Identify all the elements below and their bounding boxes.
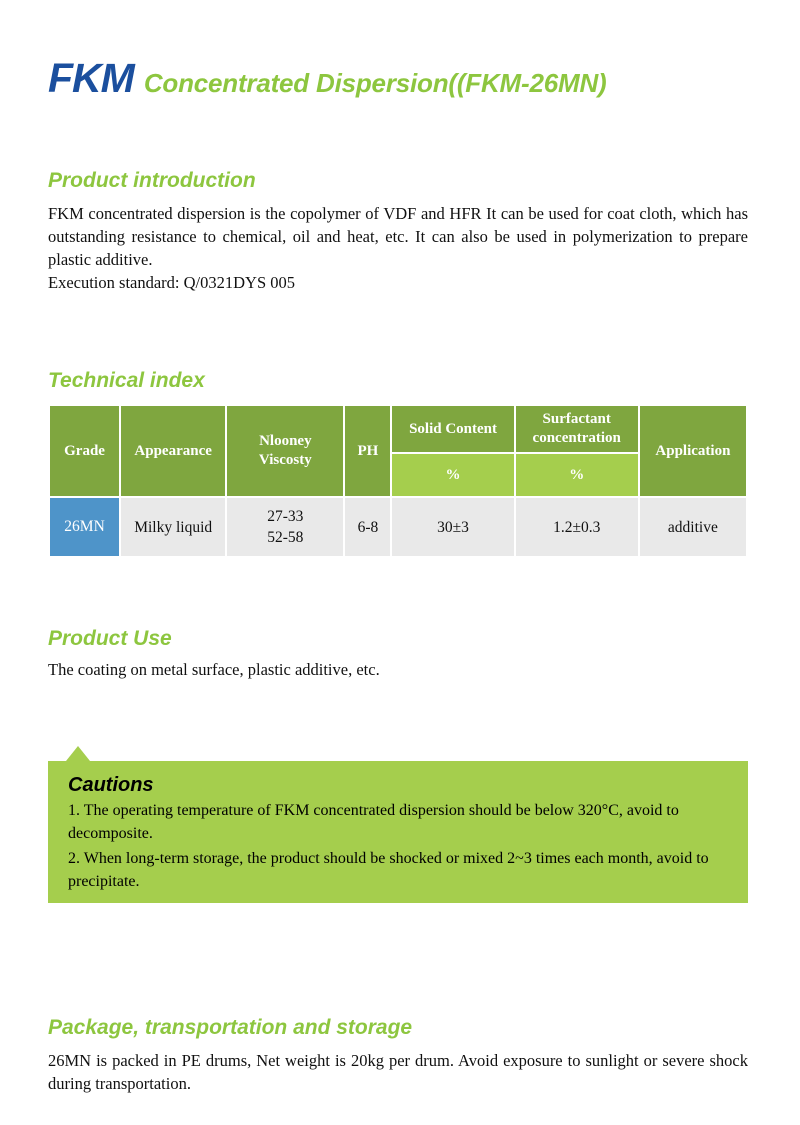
cell-ph: 6-8 [345,498,390,556]
col-header-grade: Grade [50,406,119,496]
execution-standard-text: Execution standard: Q/0321DYS 005 [48,273,296,292]
col-header-solid-content: Solid Content [392,406,513,452]
product-introduction-text: FKM concentrated dispersion is the copolymer of VDF and HFR It can be used for coat cloth, which has outstanding resistance to chemical, oil and heat, etc. It can also be used in polymerization to prepare plastic additive. [48,204,748,269]
cell-viscosity-line2: 52-58 [267,529,304,546]
technical-index-table [48,404,748,558]
solid-content-unit: % [392,454,513,496]
package-text: 26MN is packed in PE drums, Net weight is 20kg per drum. Avoid exposure to sunlight or severe shock during transportation. [48,1051,748,1093]
product-use-text: The coating on metal surface, plastic additive, etc. [48,660,380,679]
col-header-surfactant: Surfactant concentration [516,406,638,452]
section-heading-product-use: Product Use [48,627,172,650]
callout-body [48,761,748,903]
col-header-appearance: Appearance [121,406,225,496]
table-header-row [50,406,746,452]
cell-application: additive [640,498,746,556]
cautions-heading: Cautions [68,774,154,796]
document-header [48,55,748,101]
section-heading-product-introduction: Product introduction [48,169,256,192]
cell-viscosity-line1: 27-33 [267,508,304,525]
cell-surfactant: 1.2±0.3 [516,498,638,556]
cell-appearance: Milky liquid [121,498,225,556]
cell-solid-content: 30±3 [392,498,513,556]
section-heading-technical-index: Technical index [48,369,205,392]
surfactant-unit: % [516,454,638,496]
col-header-application: Application [640,406,746,496]
callout-tail-triangle [66,746,90,761]
caution-item-1: 1. The operating temperature of FKM concentrated dispersion should be below 320°C, avoid to decomposite. [68,802,679,842]
col-header-viscosity: Nlooney Viscosty [227,406,343,496]
table-data-row [50,498,746,556]
cell-grade: 26MN [50,498,119,556]
document-title: Concentrated Dispersion((FKM-26MN) [143,68,607,98]
caution-item-2: 2. When long-term storage, the product should be shocked or mixed 2~3 times each month, avoid to precipitate. [68,850,709,890]
section-heading-package: Package, transportation and storage [48,1016,413,1039]
col-header-ph: PH [345,406,390,496]
cell-viscosity [227,498,343,556]
cautions-callout [48,746,748,903]
brand-logo-text: FKM [48,55,134,101]
